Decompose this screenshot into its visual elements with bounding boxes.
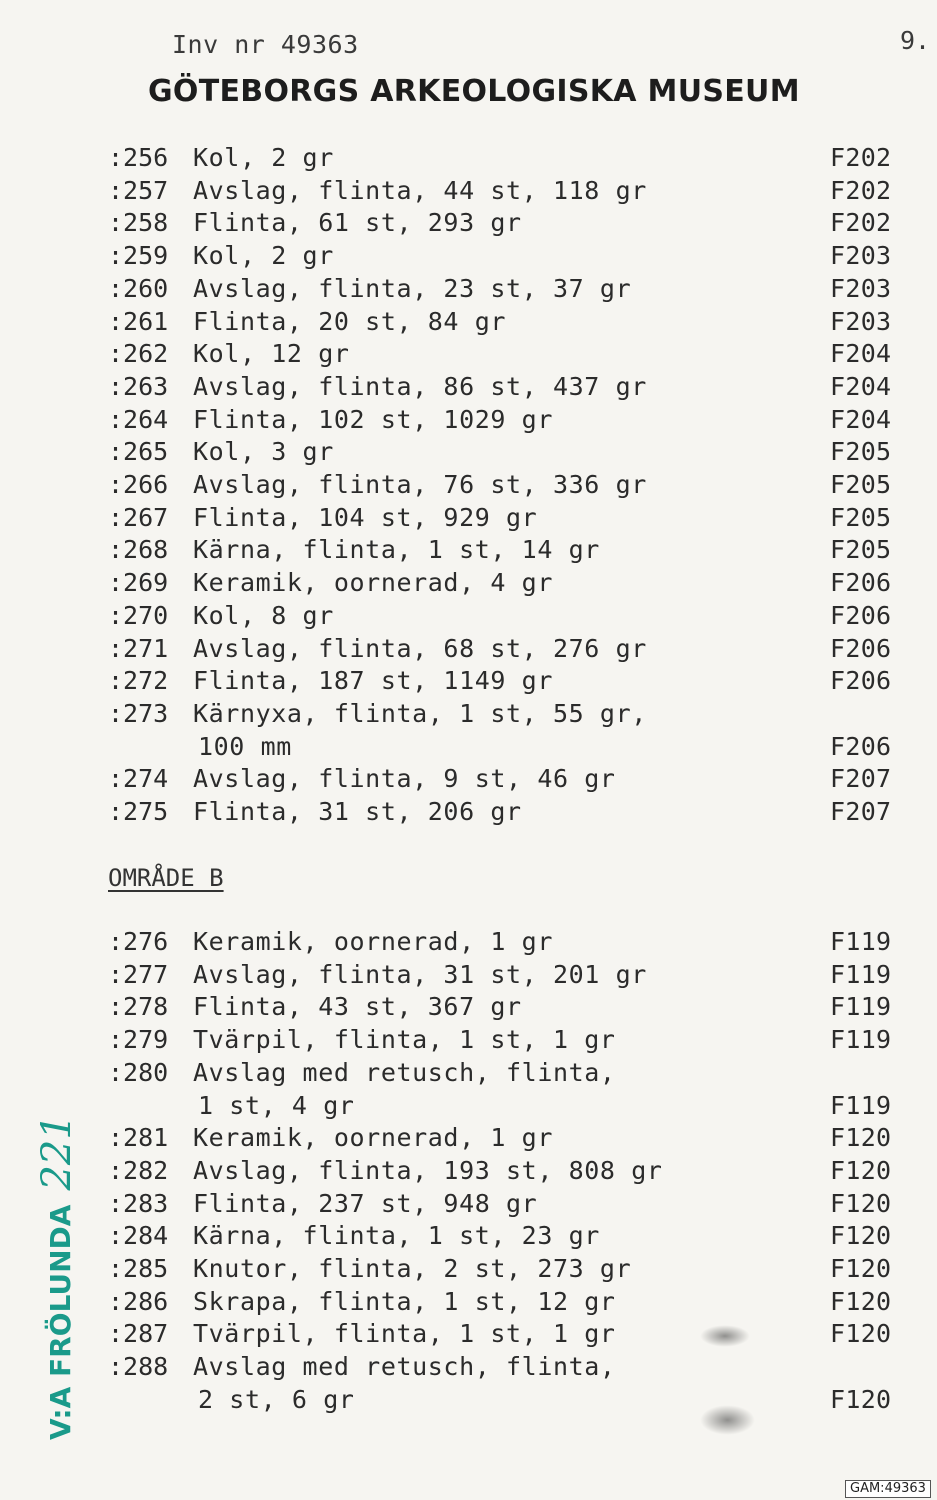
item-description: Flinta, 61 st, 293 gr bbox=[193, 208, 522, 238]
table-row bbox=[0, 632, 937, 665]
find-code: F120 bbox=[830, 1254, 892, 1283]
item-description: Avslag med retusch, flinta, bbox=[193, 1352, 616, 1382]
table-row bbox=[0, 1285, 937, 1318]
find-code: F203 bbox=[830, 306, 892, 336]
find-code: F204 bbox=[830, 339, 892, 369]
catalog-number: :262 bbox=[108, 339, 169, 369]
table-row bbox=[0, 206, 937, 239]
item-description: Avslag, flinta, 193 st, 808 gr bbox=[193, 1155, 663, 1185]
item-description: Flinta, 104 st, 929 gr bbox=[193, 502, 538, 532]
catalog-number: :269 bbox=[108, 568, 169, 598]
catalog-number: :257 bbox=[108, 175, 169, 205]
table-row bbox=[0, 1121, 937, 1154]
item-description: Kol, 3 gr bbox=[193, 437, 334, 467]
catalog-number: :278 bbox=[108, 992, 169, 1022]
table-row bbox=[0, 1056, 937, 1089]
find-code: F120 bbox=[830, 1188, 892, 1218]
site-stamp bbox=[34, 1110, 84, 1440]
item-description: Avslag, flinta, 31 st, 201 gr bbox=[193, 959, 647, 989]
table-row bbox=[0, 272, 937, 305]
catalog-number: :261 bbox=[108, 306, 169, 336]
table-row bbox=[0, 141, 937, 174]
catalog-number: :281 bbox=[108, 1123, 169, 1153]
section-heading: OMRÅDE B bbox=[108, 864, 224, 892]
museum-title: GÖTEBORGS ARKEOLOGISKA MUSEUM bbox=[148, 74, 800, 109]
item-description: Flinta, 102 st, 1029 gr bbox=[193, 404, 553, 434]
table-row bbox=[0, 305, 937, 338]
catalog-number: :259 bbox=[108, 241, 169, 271]
catalog-number: :267 bbox=[108, 502, 169, 532]
find-code: F206 bbox=[830, 600, 892, 630]
find-code: F120 bbox=[830, 1286, 892, 1316]
catalog-number: :283 bbox=[108, 1188, 169, 1218]
item-description: Avslag med retusch, flinta, bbox=[193, 1057, 616, 1087]
table-row bbox=[0, 1187, 937, 1220]
table-row bbox=[0, 795, 937, 828]
table-row bbox=[0, 958, 937, 991]
item-description: Keramik, oornerad, 1 gr bbox=[193, 1123, 553, 1153]
item-description: Kol, 2 gr bbox=[193, 241, 334, 271]
catalog-number: :263 bbox=[108, 371, 169, 401]
catalog-number: :268 bbox=[108, 535, 169, 565]
catalog-number: :286 bbox=[108, 1286, 169, 1316]
table-row bbox=[0, 370, 937, 403]
table-row bbox=[0, 1350, 937, 1383]
item-description: Kol, 2 gr bbox=[193, 143, 334, 172]
table-row bbox=[0, 1252, 937, 1285]
catalog-number: :285 bbox=[108, 1254, 169, 1283]
item-description: Avslag, flinta, 76 st, 336 gr bbox=[193, 470, 647, 499]
item-description: Avslag, flinta, 44 st, 118 gr bbox=[193, 175, 647, 205]
catalog-number: :284 bbox=[108, 1221, 169, 1251]
table-row bbox=[0, 1383, 937, 1416]
item-description: Tvärpil, flinta, 1 st, 1 gr bbox=[193, 1025, 616, 1055]
table-row bbox=[0, 337, 937, 370]
find-code: F120 bbox=[830, 1123, 892, 1153]
table-row bbox=[0, 1023, 937, 1056]
table-row bbox=[0, 664, 937, 697]
catalog-number: :258 bbox=[108, 208, 169, 238]
find-code: F206 bbox=[830, 666, 892, 696]
find-code: F206 bbox=[830, 731, 892, 761]
catalog-number: :276 bbox=[108, 927, 169, 956]
catalog-number: :280 bbox=[108, 1057, 169, 1087]
ink-smudge bbox=[700, 1405, 755, 1435]
table-row bbox=[0, 762, 937, 795]
table-row bbox=[0, 435, 937, 468]
page-number: 9. bbox=[900, 26, 931, 55]
table-row bbox=[0, 1219, 937, 1252]
catalog-number: :256 bbox=[108, 143, 169, 172]
table-row bbox=[0, 501, 937, 534]
ink-smudge bbox=[700, 1325, 750, 1347]
catalog-number: :275 bbox=[108, 797, 169, 826]
item-description: Flinta, 43 st, 367 gr bbox=[193, 992, 522, 1022]
find-code: F119 bbox=[830, 959, 892, 989]
item-description: 100 mm bbox=[198, 731, 292, 761]
inventory-number: Inv nr 49363 bbox=[172, 30, 359, 59]
archive-label: GAM:49363 bbox=[845, 1480, 931, 1498]
find-code: F120 bbox=[830, 1221, 892, 1251]
stamp-text: V:A FRÖLUNDA bbox=[44, 1204, 77, 1440]
item-description: Avslag, flinta, 9 st, 46 gr bbox=[193, 764, 616, 794]
find-code: F119 bbox=[830, 927, 892, 956]
table-row bbox=[0, 533, 937, 566]
item-description: Kol, 12 gr bbox=[193, 339, 350, 369]
table-row bbox=[0, 1317, 937, 1350]
find-code: F119 bbox=[830, 1025, 892, 1055]
find-code: F202 bbox=[830, 208, 892, 238]
handwritten-number: 221 bbox=[34, 1114, 80, 1191]
item-description: Skrapa, flinta, 1 st, 12 gr bbox=[193, 1286, 616, 1316]
catalog-number: :273 bbox=[108, 698, 169, 728]
item-description: Knutor, flinta, 2 st, 273 gr bbox=[193, 1254, 632, 1283]
find-code: F206 bbox=[830, 568, 892, 598]
catalog-number: :266 bbox=[108, 470, 169, 499]
item-description: Flinta, 31 st, 206 gr bbox=[193, 797, 522, 826]
table-row bbox=[0, 1154, 937, 1187]
catalog-number: :288 bbox=[108, 1352, 169, 1382]
item-description: Flinta, 237 st, 948 gr bbox=[193, 1188, 538, 1218]
find-code: F119 bbox=[830, 1090, 892, 1120]
table-row bbox=[0, 1089, 937, 1122]
catalog-number: :279 bbox=[108, 1025, 169, 1055]
catalog-number: :282 bbox=[108, 1155, 169, 1185]
find-code: F204 bbox=[830, 371, 892, 401]
find-code: F120 bbox=[830, 1319, 892, 1349]
item-description: 2 st, 6 gr bbox=[198, 1384, 355, 1414]
find-code: F205 bbox=[830, 502, 892, 532]
find-code: F205 bbox=[830, 535, 892, 565]
catalog-number: :270 bbox=[108, 600, 169, 630]
table-row bbox=[0, 403, 937, 436]
table-row bbox=[0, 599, 937, 632]
table-row bbox=[0, 697, 937, 730]
item-description: 1 st, 4 gr bbox=[198, 1090, 355, 1120]
item-description: Kol, 8 gr bbox=[193, 600, 334, 630]
catalog-number: :265 bbox=[108, 437, 169, 467]
find-code: F205 bbox=[830, 470, 892, 499]
catalog-number: :287 bbox=[108, 1319, 169, 1349]
item-description: Tvärpil, flinta, 1 st, 1 gr bbox=[193, 1319, 616, 1349]
item-description: Kärna, flinta, 1 st, 14 gr bbox=[193, 535, 600, 565]
item-description: Flinta, 187 st, 1149 gr bbox=[193, 666, 553, 696]
table-row bbox=[0, 566, 937, 599]
catalog-number: :274 bbox=[108, 764, 169, 794]
item-description: Avslag, flinta, 86 st, 437 gr bbox=[193, 371, 647, 401]
find-code: F207 bbox=[830, 797, 892, 826]
item-description: Keramik, oornerad, 1 gr bbox=[193, 927, 553, 956]
find-code: F204 bbox=[830, 404, 892, 434]
catalog-number: :277 bbox=[108, 959, 169, 989]
find-code: F203 bbox=[830, 241, 892, 271]
table-row bbox=[0, 925, 937, 958]
catalog-number: :264 bbox=[108, 404, 169, 434]
find-code: F205 bbox=[830, 437, 892, 467]
table-row bbox=[0, 730, 937, 763]
find-code: F120 bbox=[830, 1155, 892, 1185]
item-description: Flinta, 20 st, 84 gr bbox=[193, 306, 507, 336]
catalog-number: :260 bbox=[108, 273, 169, 303]
table-row bbox=[0, 990, 937, 1023]
table-row bbox=[0, 174, 937, 207]
catalog-number: :271 bbox=[108, 633, 169, 663]
find-code: F202 bbox=[830, 143, 892, 172]
find-code: F206 bbox=[830, 633, 892, 663]
item-description: Kärnyxa, flinta, 1 st, 55 gr, bbox=[193, 698, 647, 728]
table-row bbox=[0, 239, 937, 272]
table-row bbox=[0, 468, 937, 501]
find-code: F120 bbox=[830, 1384, 892, 1414]
item-description: Kärna, flinta, 1 st, 23 gr bbox=[193, 1221, 600, 1251]
find-code: F119 bbox=[830, 992, 892, 1022]
find-code: F202 bbox=[830, 175, 892, 205]
find-code: F207 bbox=[830, 764, 892, 794]
catalog-number: :272 bbox=[108, 666, 169, 696]
find-code: F203 bbox=[830, 273, 892, 303]
item-description: Keramik, oornerad, 4 gr bbox=[193, 568, 553, 598]
item-description: Avslag, flinta, 23 st, 37 gr bbox=[193, 273, 632, 303]
item-description: Avslag, flinta, 68 st, 276 gr bbox=[193, 633, 647, 663]
